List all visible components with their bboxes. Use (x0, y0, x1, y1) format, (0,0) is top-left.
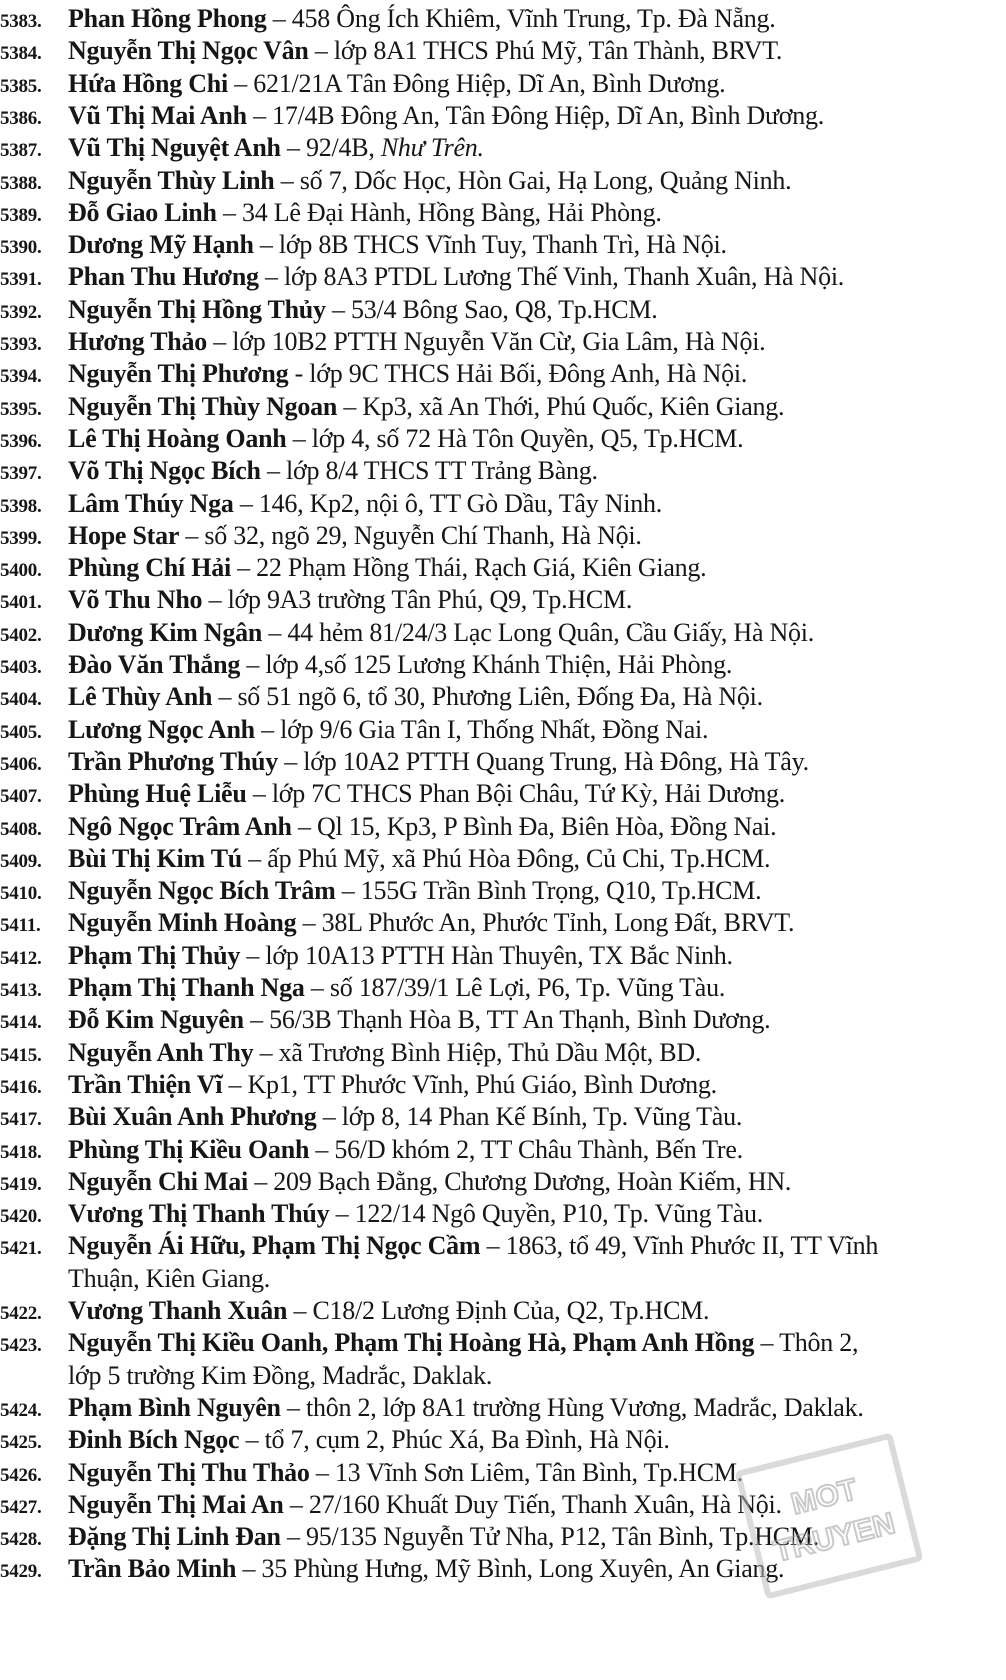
entry-number: 5425. (0, 1432, 42, 1454)
entry-number: 5414. (0, 1012, 42, 1034)
entry-address: – Kp1, TT Phước Vĩnh, Phú Giáo, Bình Dương. (222, 1069, 717, 1099)
entry-address: – 122/14 Ngô Quyền, P10, Tp. Vũng Tàu. (329, 1199, 764, 1229)
entry-address: – 92/4B, (280, 133, 381, 163)
entry-address: – số 32, ngõ 29, Nguyễn Chí Thanh, Hà Nội. (179, 520, 642, 550)
entry-name: Ngô Ngọc Trâm Anh (68, 811, 292, 841)
entry-number: 5428. (0, 1529, 42, 1551)
entry-name: Nguyễn Thị Kiều Oanh, Phạm Thị Hoàng Hà, Phạm Anh Hồng (68, 1328, 755, 1358)
entry-address: – 13 Vĩnh Sơn Liêm, Tân Bình, Tp.HCM. (309, 1457, 743, 1487)
entry-address: – ấp Phú Mỹ, xã Phú Hòa Đông, Củ Chi, Tp.HCM. (242, 843, 771, 873)
entry-number: 5421. (0, 1238, 42, 1260)
entry-name: Phạm Thị Thanh Nga (68, 973, 305, 1002)
entry-number: 5392. (0, 301, 42, 323)
entry-address: – lớp 7C THCS Phan Bội Châu, Tứ Kỳ, Hải Dương. (246, 779, 786, 809)
entry-name: Nguyễn Minh Hoàng (68, 908, 297, 938)
entry-name: Đỗ Giao Linh (68, 197, 217, 227)
entry-name: Đỗ Kim Nguyên (68, 1005, 244, 1035)
entry-number: 5394. (0, 366, 42, 388)
entry-address: – 621/21A Tân Đông Hiệp, Dĩ An, Bình Dương. (227, 68, 726, 98)
entry-address-continued: Thuận, Kiên Giang. (68, 1263, 271, 1293)
entry-name: Hương Thảo (68, 327, 208, 356)
entry-address: – 34 Lê Đại Hành, Hồng Bàng, Hải Phòng. (216, 197, 662, 227)
entry-number: 5406. (0, 753, 42, 775)
entry-name: Phùng Huệ Liễu (68, 779, 247, 809)
entry-name: Nguyễn Thùy Linh (68, 165, 275, 195)
entry-number: 5419. (0, 1173, 42, 1195)
entry-address: – số 187/39/1 Lê Lợi, P6, Tp. Vũng Tàu. (304, 973, 726, 1002)
entry-number: 5393. (0, 334, 42, 355)
entry-number: 5426. (0, 1464, 42, 1486)
entry-name: Nguyễn Thị Thu Thảo (68, 1457, 310, 1487)
entry-address: - lớp 9C THCS Hải Bối, Đông Anh, Hà Nội. (288, 359, 748, 389)
entry-address: – lớp 9A3 trường Tân Phú, Q9, Tp.HCM. (202, 585, 633, 615)
entry-number: 5391. (0, 269, 42, 291)
entry-address: – lớp 10A13 PTTH Hàn Thuyên, TX Bắc Ninh. (240, 940, 733, 970)
entry-name: Dương Kim Ngân (68, 617, 263, 647)
entry-number: 5387. (0, 140, 42, 162)
entry-name: Phùng Thị Kiều Oanh (68, 1134, 310, 1164)
entry-number: 5395. (0, 398, 42, 420)
entry-address: – lớp 4,số 125 Lương Khánh Thiện, Hải Phòng. (240, 650, 733, 679)
entry-number: 5422. (0, 1303, 42, 1324)
entry-name: Vương Thanh Xuân (68, 1296, 288, 1325)
entry-name: Vương Thị Thanh Thúy (68, 1199, 330, 1229)
entry-name: Đặng Thị Linh Đan (68, 1522, 281, 1552)
entry-address: – 27/160 Khuất Duy Tiến, Thanh Xuân, Hà Nội. (283, 1489, 782, 1519)
entry-address: – Ql 15, Kp3, P Bình Đa, Biên Hòa, Đồng Nai. (291, 811, 777, 841)
entry-number: 5413. (0, 980, 42, 1001)
entry-address: – Thôn 2, (754, 1328, 859, 1358)
entry-number: 5424. (0, 1399, 42, 1421)
entry-name: Phan Thu Hương (68, 262, 259, 292)
entry-address: – thôn 2, lớp 8A1 trường Hùng Vương, Madrắc, Daklak. (280, 1392, 864, 1422)
entry-name: Hope Star (68, 520, 180, 550)
entry-address: – 35 Phùng Hưng, Mỹ Bình, Long Xuyên, An Giang. (236, 1554, 785, 1584)
entry-address: – 22 Phạm Hồng Thái, Rạch Giá, Kiên Giang. (230, 553, 707, 583)
entry-name: Hứa Hồng Chi (68, 68, 228, 98)
entry-number: 5417. (0, 1109, 42, 1131)
entry-address-continued: lớp 5 trường Kim Đồng, Madrắc, Daklak. (68, 1360, 493, 1390)
entry-address: – 38L Phước An, Phước Tỉnh, Long Đất, BRVT. (296, 908, 795, 938)
entry-number: 5388. (0, 172, 42, 194)
entry-name: Trần Phương Thúy (68, 746, 279, 776)
entry-name: Nguyễn Chi Mai (68, 1166, 248, 1196)
entry-address: – lớp 8/4 THCS TT Trảng Bàng. (260, 456, 598, 486)
entry-number: 5399. (0, 527, 42, 549)
entry-name: Võ Thu Nho (68, 585, 203, 615)
entry-name: Phùng Chí Hải (68, 553, 231, 583)
entry-address: – số 51 ngõ 6, tổ 30, Phương Liên, Đống Đa, Hà Nội. (212, 682, 763, 712)
entry-number: 5416. (0, 1076, 42, 1098)
entry-name: Vũ Thị Mai Anh (68, 100, 247, 130)
entry-address: – 56/3B Thạnh Hòa B, TT An Thạnh, Bình Dương. (243, 1005, 771, 1035)
entry-address: – lớp 9/6 Gia Tân I, Thống Nhất, Đồng Nai. (254, 714, 709, 744)
entry-address: – lớp 8A3 PTDL Lương Thế Vinh, Thanh Xuân, Hà Nội. (258, 262, 845, 292)
entry-address: – Kp3, xã An Thới, Phú Quốc, Kiên Giang. (337, 391, 785, 421)
entry-address: – C18/2 Lương Định Của, Q2, Tp.HCM. (287, 1296, 710, 1325)
entry-address: – 1863, tổ 49, Vĩnh Phước II, TT Vĩnh (480, 1231, 879, 1261)
entry-address: – lớp 10A2 PTTH Quang Trung, Hà Đông, Hà Tây. (278, 746, 809, 776)
entry-number: 5403. (0, 657, 42, 678)
entry-name: Dương Mỹ Hạnh (68, 230, 254, 260)
entry-name: Nguyễn Thị Thùy Ngoan (68, 391, 338, 421)
entry-number: 5390. (0, 237, 42, 259)
entry-name: Nguyễn Thị Phương (68, 359, 289, 389)
entry-number: 5384. (0, 43, 42, 65)
entry-number: 5420. (0, 1206, 42, 1228)
entry-number: 5410. (0, 883, 42, 905)
entry-number: 5401. (0, 592, 42, 614)
entry-number: 5429. (0, 1561, 42, 1583)
entry-name: Bùi Xuân Anh Phương (68, 1102, 317, 1132)
entry-name: Lê Thị Hoàng Oanh (68, 423, 287, 453)
entry-name: Phạm Bình Nguyên (68, 1392, 281, 1422)
entry-name: Nguyễn Anh Thy (68, 1037, 254, 1067)
entry-number: 5404. (0, 689, 42, 711)
entry-name: Trần Thiện Vĩ (68, 1069, 223, 1099)
entry-name: Nguyễn Thị Hồng Thủy (68, 294, 326, 324)
entry-number: 5412. (0, 947, 42, 969)
svg-text:TRUYEN: TRUYEN (770, 1506, 899, 1569)
entry-address: – 17/4B Đông An, Tân Đông Hiệp, Dĩ An, Bình Dương. (246, 100, 825, 130)
entry-address: – lớp 8B THCS Vĩnh Tuy, Thanh Trì, Hà Nội. (253, 230, 727, 260)
entry-number: 5385. (0, 75, 42, 97)
entry-name: Đinh Bích Ngọc (68, 1425, 240, 1455)
entry-number: 5407. (0, 786, 42, 808)
entry-number: 5411. (0, 915, 41, 937)
entry-number: 5386. (0, 107, 42, 129)
entry-number: 5402. (0, 624, 42, 646)
entry-address: – 44 hẻm 81/24/3 Lạc Long Quân, Cầu Giấy, Hà Nội. (262, 617, 814, 647)
entry-name: Phan Hồng Phong (68, 4, 267, 33)
entry-number: 5389. (0, 204, 42, 226)
entry-address: – 209 Bạch Đằng, Chương Dương, Hoàn Kiếm, HN. (247, 1166, 792, 1196)
entry-name: Vũ Thị Nguyệt Anh (68, 133, 281, 163)
entry-number: 5405. (0, 721, 42, 743)
entry-name: Nguyễn Thị Ngọc Vân (68, 36, 309, 66)
entry-address-italic: Như Trên. (380, 133, 484, 163)
entry-number: 5427. (0, 1496, 42, 1518)
entry-name: Đào Văn Thắng (68, 650, 241, 679)
entry-name: Nguyễn Ngọc Bích Trâm (68, 876, 336, 906)
entry-name: Lương Ngọc Anh (68, 714, 255, 744)
entry-number: 5409. (0, 850, 42, 872)
entry-number: 5418. (0, 1141, 42, 1163)
entry-name: Phạm Thị Thủy (68, 940, 241, 970)
entry-address: – tổ 7, cụm 2, Phúc Xá, Ba Đình, Hà Nội. (239, 1425, 670, 1455)
entry-address: – 155G Trần Bình Trọng, Q10, Tp.HCM. (335, 876, 762, 906)
entry-number: 5397. (0, 463, 42, 485)
entry-number: 5423. (0, 1335, 42, 1357)
entry-name: Nguyễn Thị Mai An (68, 1489, 284, 1519)
entry-number: 5400. (0, 560, 42, 582)
entry-name: Võ Thị Ngọc Bích (68, 456, 261, 486)
entry-number: 5408. (0, 818, 42, 840)
entry-address: – 53/4 Bông Sao, Q8, Tp.HCM. (325, 294, 658, 324)
entry-address: – số 7, Dốc Học, Hòn Gai, Hạ Long, Quảng Ninh. (274, 165, 792, 195)
entry-number: 5396. (0, 430, 42, 452)
entry-name: Bùi Thị Kim Tú (68, 843, 243, 873)
entry-name: Lâm Thúy Nga (68, 488, 234, 518)
entry-name: Trần Bảo Minh (68, 1554, 237, 1584)
entry-address: – lớp 4, số 72 Hà Tôn Quyền, Q5, Tp.HCM. (286, 423, 744, 453)
entry-address: – 146, Kp2, nội ô, TT Gò Dầu, Tây Ninh. (233, 488, 662, 518)
entry-address: – 56/D khóm 2, TT Châu Thành, Bến Tre. (309, 1134, 743, 1164)
entry-address: – lớp 10B2 PTTH Nguyễn Văn Cừ, Gia Lâm, Hà Nội. (207, 327, 766, 356)
entry-number: 5415. (0, 1044, 42, 1066)
entry-name: Nguyễn Ái Hữu, Phạm Thị Ngọc Cầm (68, 1231, 481, 1261)
entry-address: – lớp 8, 14 Phan Kế Bính, Tp. Vũng Tàu. (316, 1102, 743, 1132)
entry-number: 5398. (0, 495, 42, 517)
svg-text:MOT: MOT (787, 1473, 861, 1522)
entry-number: 5383. (0, 11, 42, 32)
entry-address: – xã Trương Bình Hiệp, Thủ Dầu Một, BD. (253, 1037, 702, 1067)
entry-address: – 95/135 Nguyễn Tử Nha, P12, Tân Bình, Tp.HCM. (280, 1522, 820, 1552)
entry-address: – 458 Ông Ích Khiêm, Vĩnh Trung, Tp. Đà Nẵng. (266, 4, 776, 33)
entry-address: – lớp 8A1 THCS Phú Mỹ, Tân Thành, BRVT. (308, 36, 783, 66)
entry-name: Lê Thùy Anh (68, 682, 213, 712)
